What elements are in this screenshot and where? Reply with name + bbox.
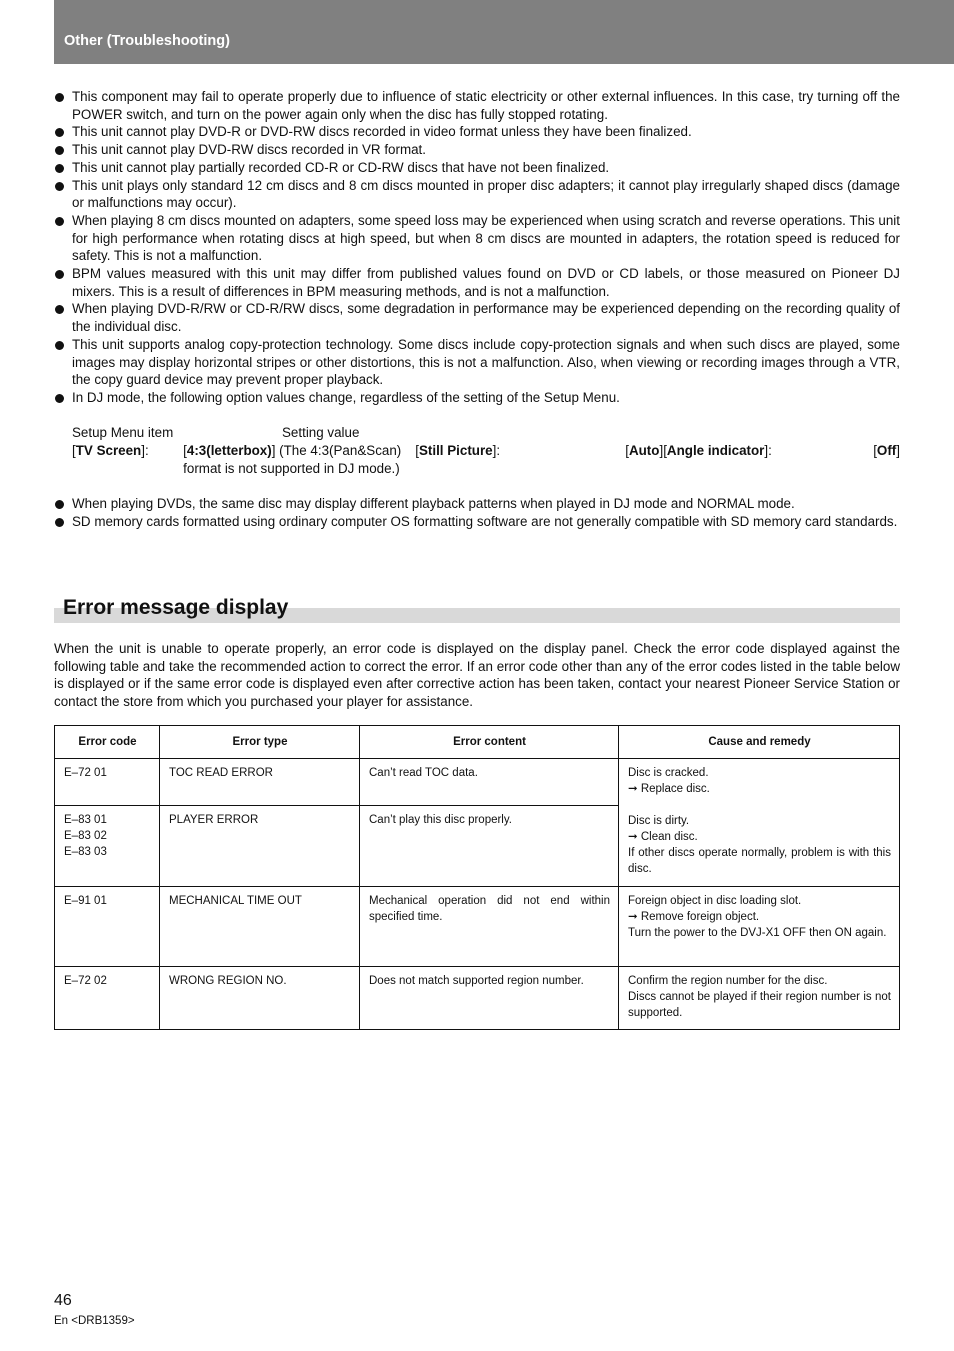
error-type: MECHANICAL TIME OUT <box>160 887 360 967</box>
setup-item-name: Angle indicator <box>666 443 765 459</box>
setup-item: [Angle indicator]: <box>663 443 772 459</box>
setup-value: [Off] <box>873 443 900 459</box>
col-header: Error type <box>160 726 360 759</box>
setup-item: [TV Screen]: <box>72 443 149 459</box>
error-code: E–72 01 <box>55 759 160 806</box>
error-code: E–91 01 <box>55 887 160 967</box>
bullet-item: When playing DVDs, the same disc may display different playback patterns when played in DJ mode and NORMAL mode. <box>54 495 900 513</box>
cause-remedy: Confirm the region number for the disc. Discs cannot be played if their region number is not supported. <box>619 967 900 1030</box>
error-content: Can’t play this disc properly. <box>360 806 619 887</box>
cause-remedy: Foreign object in disc loading slot. ➞ Remove foreign object. Turn the power to the DVJ-X1 OFF then ON again. <box>619 887 900 967</box>
error-type: WRONG REGION NO. <box>160 967 360 1030</box>
setup-row <box>663 442 900 477</box>
setup-item-name: TV Screen <box>75 443 142 459</box>
setup-col-value: Setting value <box>282 425 360 441</box>
setup-table <box>54 424 900 477</box>
setup-note: (The 4:3(Pan&Scan) format is not supported in DJ mode.) <box>183 443 402 476</box>
error-content: Mechanical operation did not end within specified time. <box>360 887 619 967</box>
setup-row <box>72 442 415 477</box>
bullet-item: In DJ mode, the following option values change, regardless of the setting of the Setup Menu. <box>54 389 900 407</box>
setup-item-name: Still Picture <box>418 443 493 459</box>
error-type: PLAYER ERROR <box>160 806 360 887</box>
error-content: Does not match supported region number. <box>360 967 619 1030</box>
section-heading <box>54 596 900 626</box>
heading-title: Error message display <box>63 596 289 619</box>
error-type: TOC READ ERROR <box>160 759 360 806</box>
error-code: E–72 02 <box>55 967 160 1030</box>
bullet-item: This unit cannot play partially recorded CD-R or CD-RW discs that have not been finalized. <box>54 159 900 177</box>
setup-value: [Auto] <box>625 443 664 459</box>
bullet-item: When playing DVD-R/RW or CD-R/RW discs, some degradation in performance may be experienced depending on the recording quality of the individual disc. <box>54 300 900 335</box>
bullet-item: SD memory cards formatted using ordinary computer OS formatting software are not generally compatible with SD memory card standards. <box>54 513 900 531</box>
notes-list <box>54 88 900 531</box>
bullet-item: This unit cannot play DVD-RW discs recorded in VR format. <box>54 141 900 159</box>
bullet-item: This component may fail to operate properly due to influence of static electricity or other external influences. In this case, try turning off the POWER switch, and turn on the power again only when the disc has fully stopped rotating. <box>54 88 900 123</box>
cause-remedy: Disc is cracked. ➞ Replace disc. Disc is dirty. ➞ Clean disc. If other discs operate normally, problem is with this disc. <box>619 759 900 887</box>
page-number: 46 <box>54 1292 72 1309</box>
error-content: Can’t read TOC data. <box>360 759 619 806</box>
bullet-item: When playing 8 cm discs mounted on adapters, some speed loss may be experienced when using scratch and reverse operations. This unit for high performance when rotating discs at high speed, but when 8 cm discs are mounted in adapters, the rotation speed is reduced for safety. This is not a malfunction. <box>54 212 900 265</box>
setup-item: [Still Picture]: <box>415 443 501 459</box>
table-row <box>55 759 900 806</box>
bullet-item: BPM values measured with this unit may differ from published values found on DVD or CD labels, or those measured on Pioneer DJ mixers. This is a result of differences in BPM measuring methods, and is not a malfunction. <box>54 265 900 300</box>
setup-row <box>415 442 663 477</box>
setup-col-item: Setup Menu item <box>72 425 174 441</box>
bullet-item: This unit plays only standard 12 cm discs and 8 cm discs mounted in proper disc adapters; it cannot play irregularly shaped discs (damage or malfunctions may occur). <box>54 177 900 212</box>
bullet-item: This unit cannot play DVD-R or DVD-RW discs recorded in video format unless they have been finalized. <box>54 123 900 141</box>
col-header: Cause and remedy <box>619 726 900 759</box>
bullet-item: This unit supports analog copy-protection technology. Some discs include copy-protection signals and when such discs are played, some images may display horizontal stripes or other distortions, this is not a malfunction. Also, when viewing or recording images through a VTR, the copy guard device may prevent proper playback. <box>54 336 900 389</box>
col-header: Error code <box>55 726 160 759</box>
table-row <box>55 967 900 1030</box>
col-header: Error content <box>360 726 619 759</box>
error-code: E–83 01 E–83 02 E–83 03 <box>55 806 160 887</box>
setup-value: [4:3(letterbox)] (The 4:3(Pan&Scan) format is not supported in DJ mode.) <box>183 443 402 476</box>
table-row <box>55 887 900 967</box>
section-header-bar <box>54 0 954 64</box>
setup-value-name: Off <box>876 443 897 459</box>
error-table <box>54 725 900 1030</box>
section-header: Other (Troubleshooting) <box>64 33 230 49</box>
setup-value-name: 4:3(letterbox) <box>186 443 272 459</box>
intro-paragraph: When the unit is unable to operate properly, an error code is displayed on the display panel. Check the error code displayed against the following table and take the recommended action to correct the error. If an error code other than any of the error codes listed in the table below is displayed or if the same error code is displayed even after corrective action has been taken, contact your nearest Pioneer Service Station or contact the store from which you purchased your player for assistance. <box>54 641 900 710</box>
doc-code: En <DRB1359> <box>54 1315 135 1327</box>
setup-value-name: Auto <box>628 443 660 459</box>
